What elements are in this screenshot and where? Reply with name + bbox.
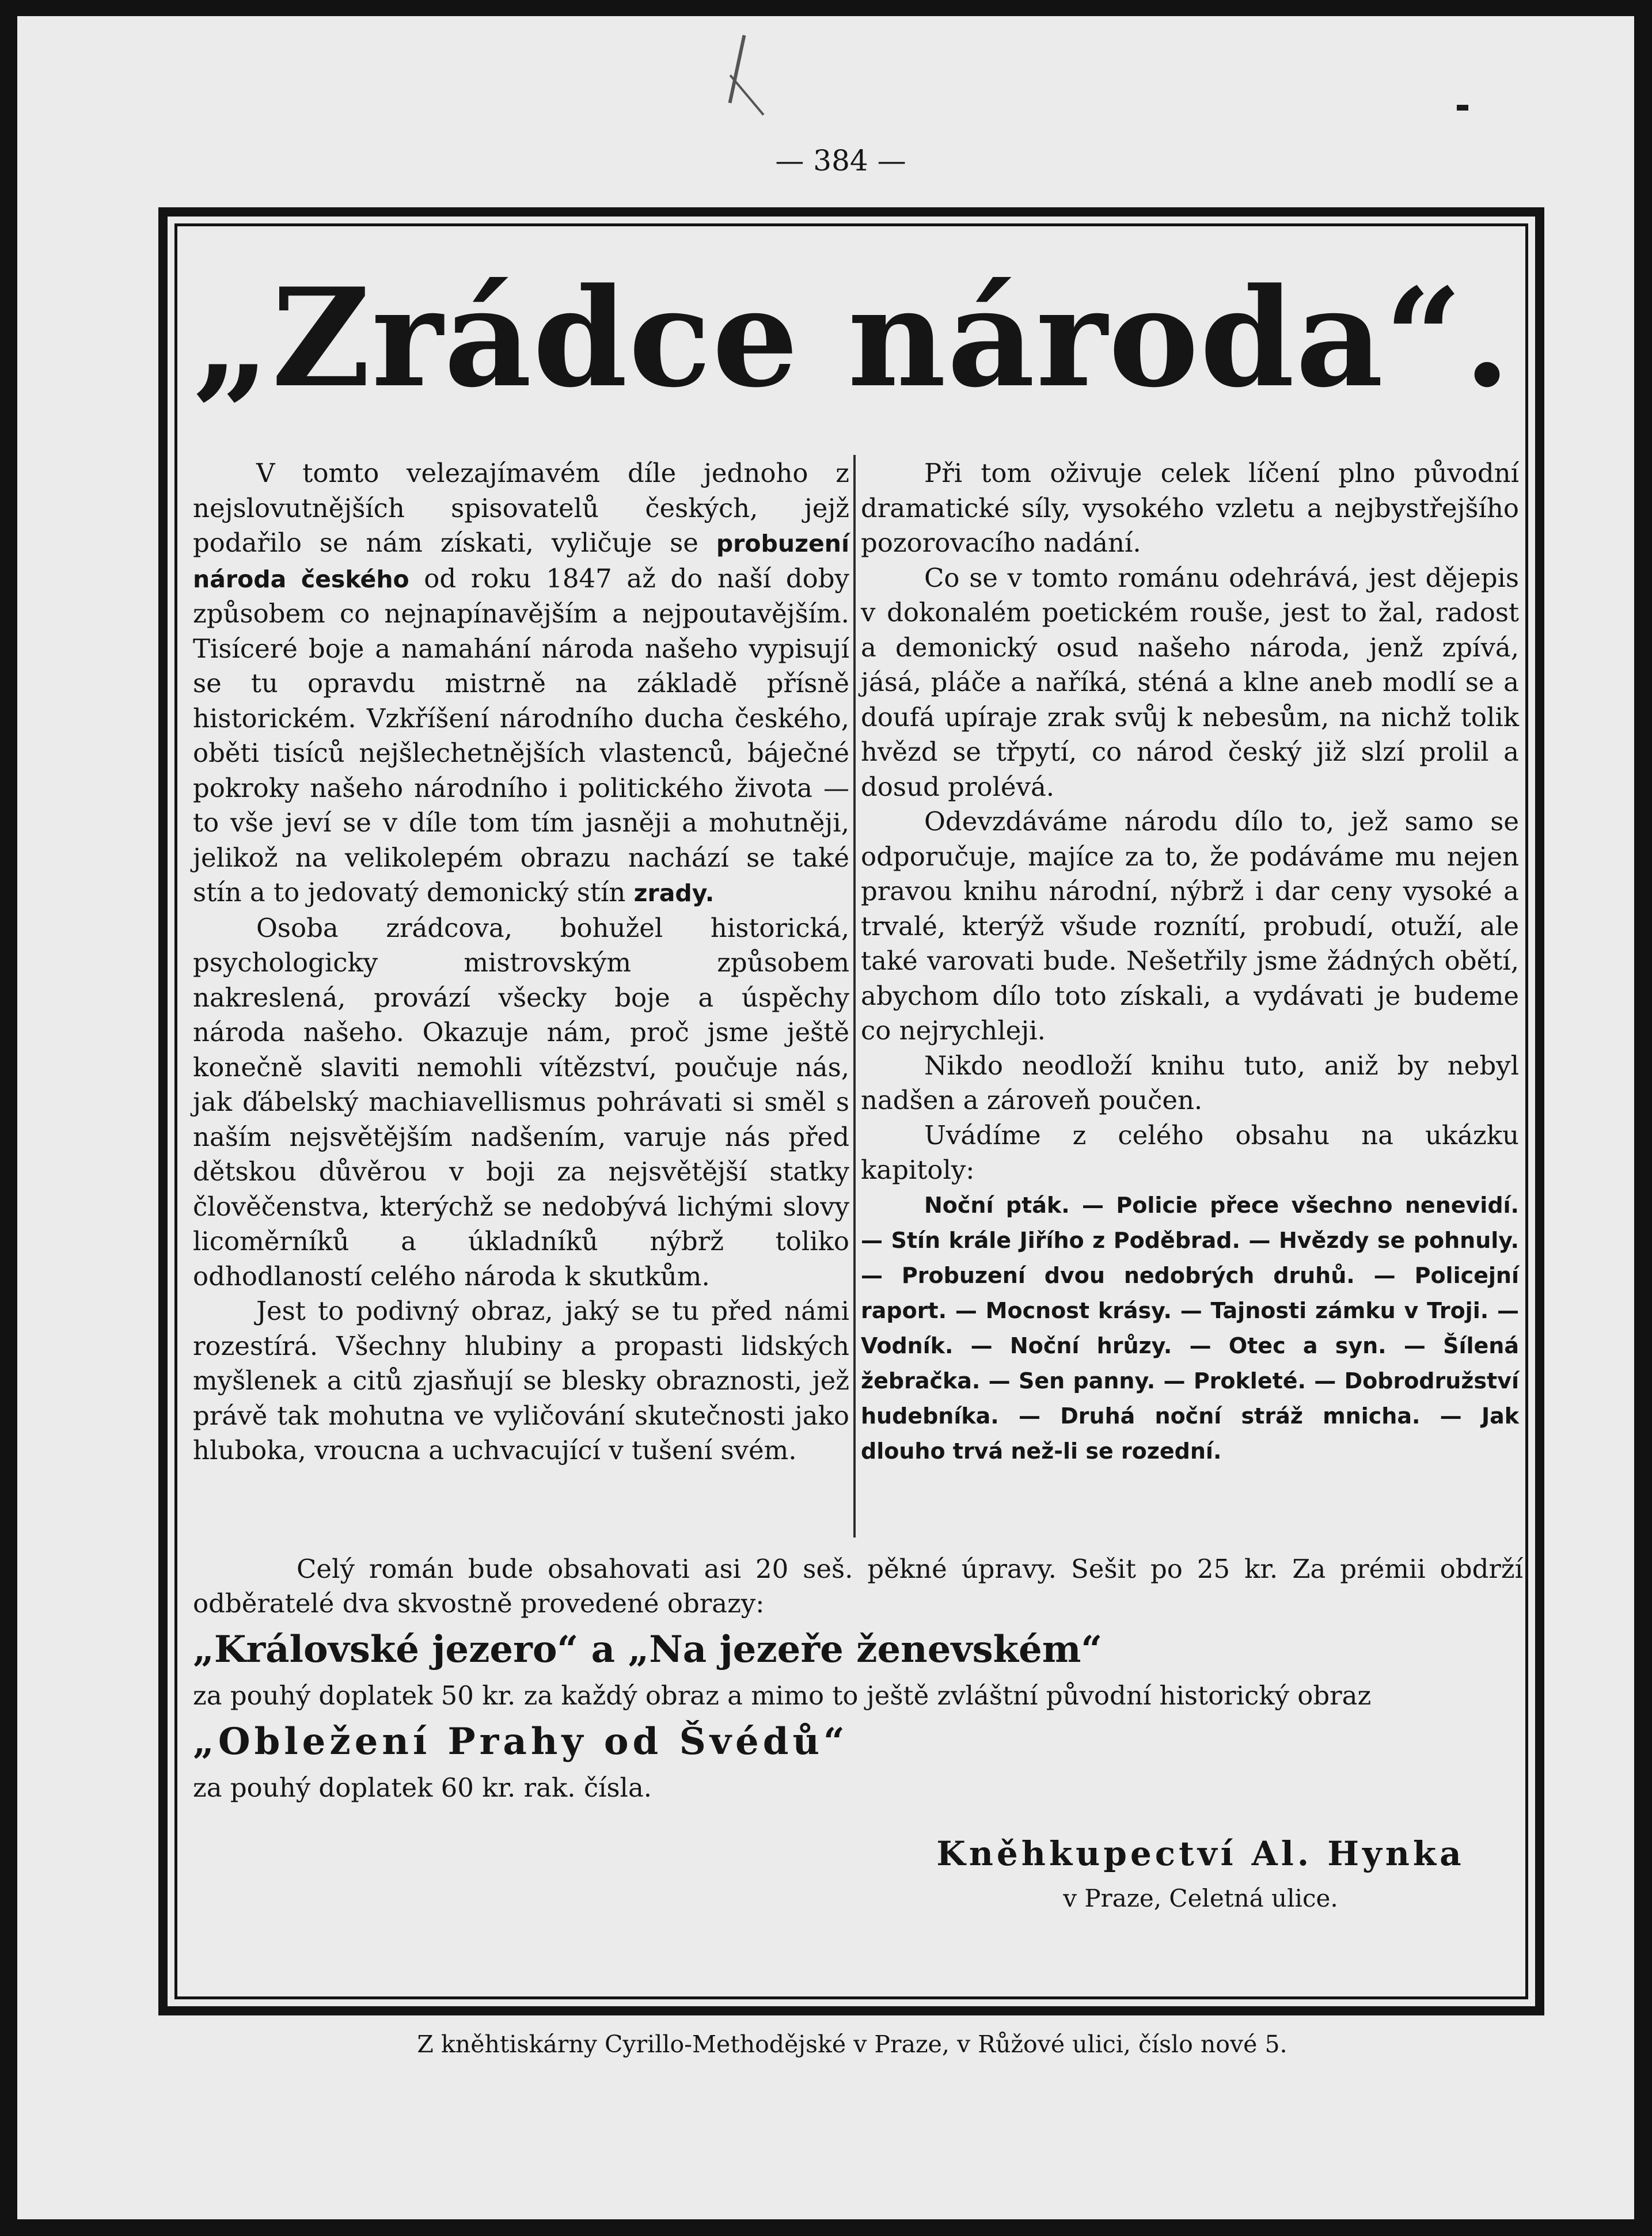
chapter-list: Noční pták. — Policie přece všechno nenevidí. — Stín krále Jiřího z Poděbrad. — Hvězdy se pohnuly. — Probuzení dvou nedobrých druhů. — Policejní raport. — Mocnost krásy. — Tajnosti zámku v Troji. — Vodník. — Noční hrůzy. — Otec a syn. — Šílená žebračka. — Sen panny. — Prokleté. — Dobrodružství hudebníka. — Druhá noční stráž mnicha. — Jak dlouho trvá než-li se rozední. bbox=[861, 1192, 1519, 1464]
highlight-text: zrady. bbox=[633, 879, 715, 907]
right-paragraph-3: Odevzdáváme národu dílo to, jež samo se odporučuje, majíce za to, že podáváme mu nejen pravou knihu národní, nýbrž i dar ceny vysoké a trvalé, kterýž všude roznítí, probudí, otuží, ale také varovati bude. Nešetřily jsme žádných obětí, abychom dílo toto získali, a vydávati je budeme co nejrychleji. bbox=[861, 806, 1519, 1046]
offer-text-2: za pouhý doplatek 50 kr. za každý obraz a mimo to ještě zvláštní původní historický obraz bbox=[193, 1680, 1372, 1711]
column-divider bbox=[853, 455, 856, 1538]
offer-section bbox=[193, 1552, 1523, 1805]
left-paragraph-1 bbox=[193, 456, 849, 911]
right-paragraph-5: Uvádíme z celého obsahu na ukázku kapitoly: bbox=[861, 1119, 1519, 1185]
printer-imprint: Z kněhtiskárny Cyrillo-Methodějské v Praze, v Růžové ulici, číslo nové 5. bbox=[417, 2030, 1288, 2058]
right-paragraph-1: Při tom oživuje celek líčení plno původní dramatické síly, vysokého vzletu a nejbystřejšího pozorovacího nadání. bbox=[861, 458, 1519, 558]
right-paragraph-4: Nikdo neodloží knihu tuto, aniž by nebyl nadšen a zároveň poučen. bbox=[861, 1050, 1519, 1115]
left-paragraph-3: Jest to podivný obraz, jaký se tu před námi rozestírá. Všechny hlubiny a propasti lidských myšlenek a citů zjasňují se blesky obraznosti, jež právě tak mohutna ve vyličování skutečnosti jako hluboka, vroucna a uchvacující v tušení svém. bbox=[193, 1296, 849, 1466]
offer-text: Celý román bude obsahovati asi 20 seš. pěkné úpravy. Sešit po 25 kr. Za prémii obdrží odběratelé dva skvostně provedené obrazy: bbox=[193, 1554, 1523, 1619]
premium-pictures-title: „Královské jezero“ a „Na jezeře ženevském“ bbox=[193, 1628, 1103, 1671]
publisher-address: v Praze, Celetná ulice. bbox=[1063, 1884, 1338, 1912]
offer-text-3: za pouhý doplatek 60 kr. rak. čísla. bbox=[193, 1772, 652, 1803]
text-run: V tomto velezajímavém díle jednoho z nejslovutnějších spisovatelů českých, jejž podařilo se nám získati, vyličuje se bbox=[193, 458, 849, 558]
highlight-text: probuzení národa českého bbox=[193, 530, 849, 593]
headline: „Zrádce národa“. bbox=[192, 259, 1512, 417]
corner-mark bbox=[1457, 105, 1468, 111]
historical-picture-title: „Obležení Prahy od Švédů“ bbox=[193, 1720, 849, 1763]
publisher-name: Kněhkupectví Al. Hynka bbox=[936, 1834, 1465, 1873]
right-column bbox=[861, 456, 1519, 1469]
page-number: — 384 — bbox=[775, 144, 906, 177]
text-run: od roku 1847 až do naší doby způsobem co nejnapínavějším a nejpoutavějším. Tisíceré boje a namahání národa našeho vypisují se tu opravdu mistrně na základě přísně historickém. Vzkříšení národního ducha českého, oběti tisíců nejšlechetnějších vlastenců, báječné pokroky našeho národního i politického života — to vše jeví se v díle tom tím jasněji a mohutněji, jelikož na velikolepém obrazu nachází se také stín a to jedovatý demonický stín bbox=[193, 563, 849, 908]
left-paragraph-2: Osoba zrádcova, bohužel historická, psychologicky mistrovským způsobem nakreslená, provází všecky boje a úspěchy národa našeho. Okazuje nám, proč jsme ještě konečně slaviti nemohli vítězství, poučuje nás, jak ďábelský machiavellismus pohrávati si směl s naším nejsvětějším nadšením, varuje nás před dětskou důvěrou v boji za nejsvětější statky člověčenstva, kterýchž se nedobývá lichými slovy licoměrníků a úkladníků nýbrž toliko odhodlaností celého národa k skutkům. bbox=[193, 912, 849, 1292]
left-column bbox=[193, 456, 849, 1468]
right-paragraph-2: Co se v tomto románu odehrává, jest dějepis v dokonalém poetickém rouše, jest to žal, radost a demonický osud našeho národa, jenž zpívá, jásá, pláče a naříká, sténá a klne aneb modlí se a doufá upíraje zrak svůj k nebesům, na nichž tolik hvězd se třpytí, co národ český již slzí prolil a dosud prolévá. bbox=[861, 562, 1519, 802]
